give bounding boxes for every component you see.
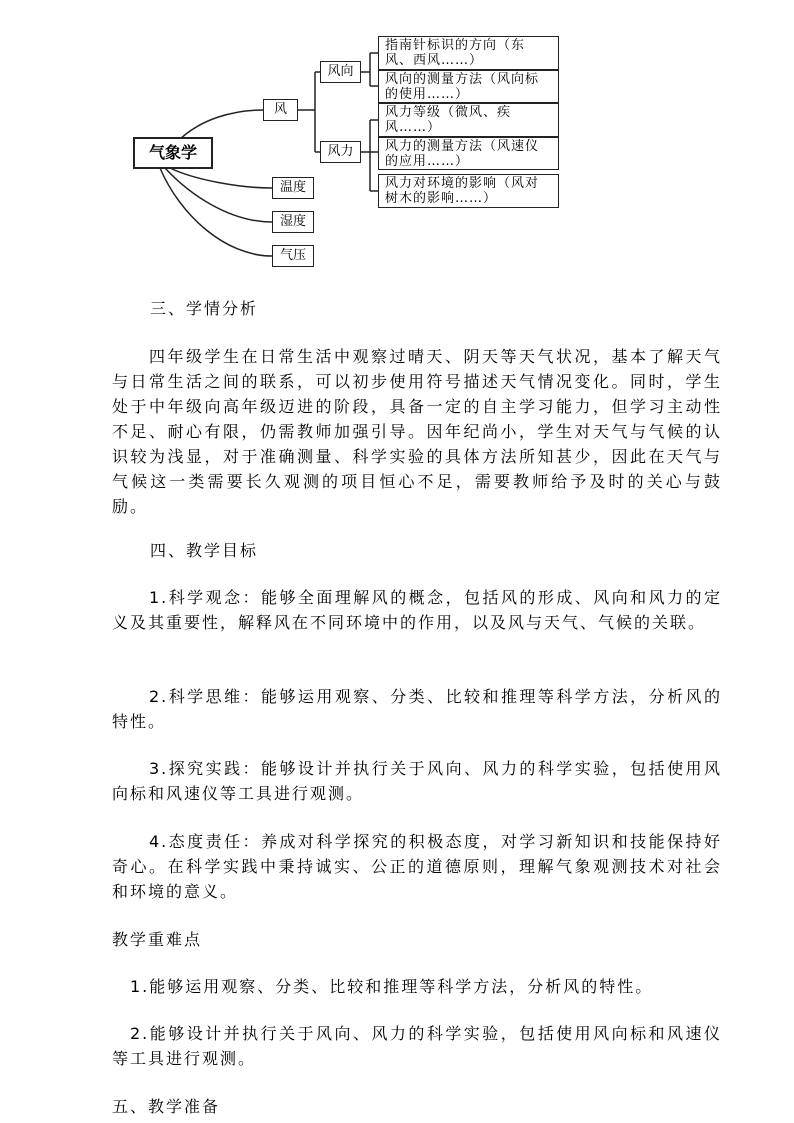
goal-4: 4.态度责任：养成对科学探究的积极态度，对学习新知识和技能保持好奇心。在科学实践中秉持诚实、公正的道德原则，理解气象观测技术对社会和环境的意义。 — [112, 832, 722, 901]
humidity-node: 湿度 — [272, 211, 314, 233]
wind-node: 风 — [263, 99, 298, 121]
section-5-heading: 五、教学准备 — [112, 1097, 221, 1116]
root-node: 气象学 — [133, 137, 213, 169]
leaf-direction-measurement: 风向的测量方法（风向标的使用……） — [378, 70, 559, 103]
goal-2: 2.科学思维：能够运用观察、分类、比较和推理等科学方法，分析风的特性。 — [112, 687, 722, 731]
section-4-heading: 四、教学目标 — [150, 541, 259, 560]
leaf-force-environment: 风力对环境的影响（风对树木的影响……） — [378, 174, 559, 208]
goal-1: 1.科学观念：能够全面理解风的概念，包括风的形成、风向和风力的定义及其重要性，解释风在不同环境中的作用，以及风与天气、气候的关联。 — [112, 588, 722, 632]
key-point-1: 1.能够运用观察、分类、比较和推理等科学方法，分析风的特性。 — [130, 977, 654, 996]
wind-direction-node: 风向 — [320, 61, 361, 83]
goal-3: 3.探究实践：能够设计并执行关于风向、风力的科学实验，包括使用风向标和风速仪等工具进行观测。 — [112, 759, 722, 803]
leaf-force-measurement: 风力的测量方法（风速仪的应用……） — [378, 137, 559, 170]
section-3-heading: 三、学情分析 — [150, 299, 259, 318]
section-3-body: 四年级学生在日常生活中观察过晴天、阴天等天气状况，基本了解天气与日常生活之间的联系，可以初步使用符号描述天气情况变化。同时，学生处于中年级向高年级迈进的阶段，具备一定的自主学习能力，但学习主动性不足、耐心有限，仍需教师加强引导。因年纪尚小，学生对天气与气候的认识较为浅显，对于准确测量、科学实验的具体方法所知甚少，因此在天气与气候这一类需要长久观测的项目恒心不足，需要教师给予及时的关心与鼓励。 — [112, 347, 722, 516]
temperature-node: 温度 — [272, 177, 314, 199]
pressure-node: 气压 — [272, 245, 314, 267]
leaf-compass-direction: 指南针标识的方向（东风、西风……） — [378, 36, 559, 70]
key-point-2: 2.能够设计并执行关于风向、风力的科学实验，包括使用风向标和风速仪等工具进行观测。 — [112, 1024, 722, 1068]
key-points-heading: 教学重难点 — [112, 930, 203, 949]
leaf-force-levels: 风力等级（微风、疾风……） — [378, 103, 559, 137]
wind-force-node: 风力 — [320, 141, 361, 163]
weather-mind-map — [0, 0, 794, 280]
